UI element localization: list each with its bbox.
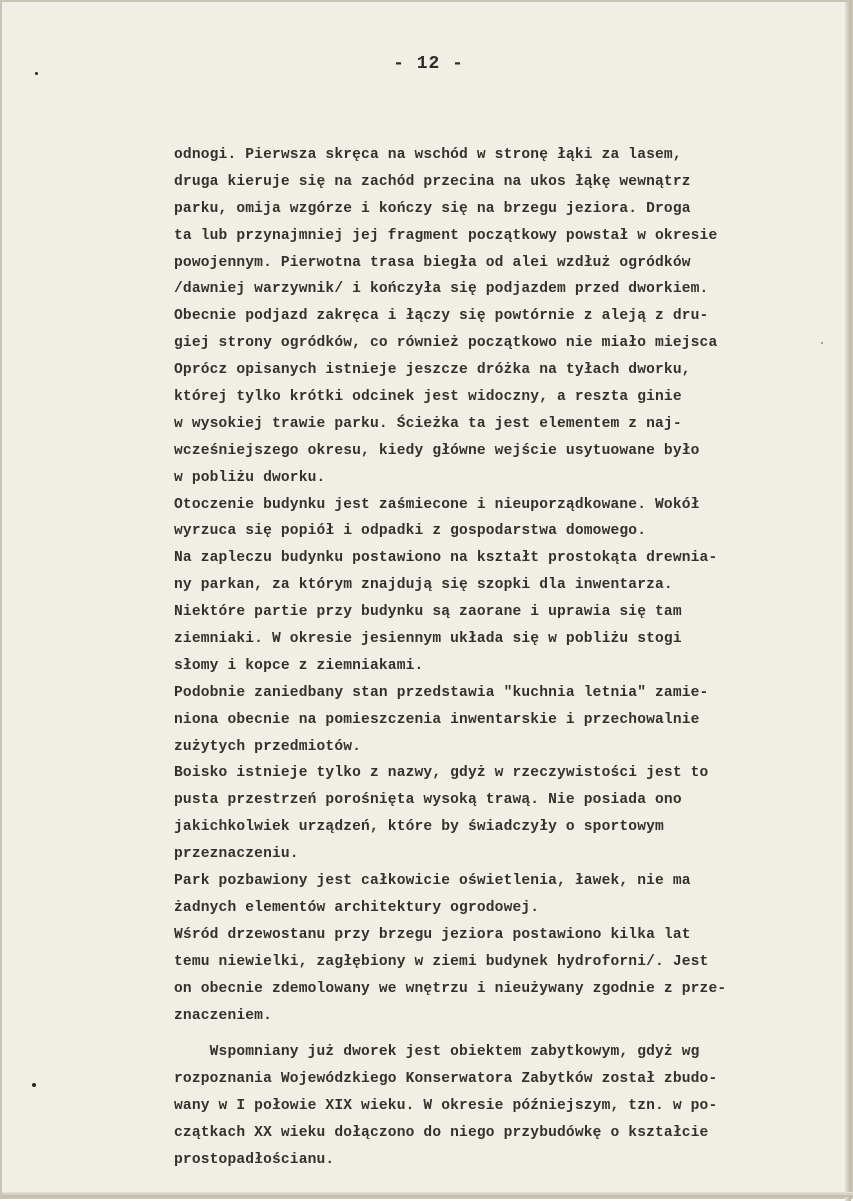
text-line: jakichkolwiek urządzeń, które by świadczyły o sportowym (174, 819, 664, 836)
text-line: Oprócz opisanych istnieje jeszcze dróżka na tyłach dworku, (174, 362, 691, 379)
text-line: prostopadłościanu. (174, 1151, 335, 1168)
text-line: rozpoznania Wojewódzkiego Konserwatora Zabytków został zbudo- (174, 1071, 718, 1088)
text-line: słomy i kopce z ziemniakami. (174, 657, 424, 674)
text-line: odnogi. Pierwsza skręca na wschód w stronę łąki za lasem, (174, 147, 682, 163)
text-line: Park pozbawiony jest całkowicie oświetlenia, ławek, nie ma (174, 873, 691, 890)
text-line: Otoczenie budynku jest zaśmiecone i nieuporządkowane. Wokół (174, 496, 700, 513)
text-line: zużytych przedmiotów. (174, 738, 362, 755)
text-line: ziemniaki. W okresie jesiennym układa się w pobliżu stogi (174, 631, 682, 648)
text-line: Boisko istnieje tylko z nazwy, gdyż w rzeczywistości jest to (174, 765, 709, 782)
page-edge-shadow-right (845, 2, 851, 1201)
text-line: Niektóre partie przy budynku są zaorane i uprawia się tam (174, 604, 682, 621)
page-edge-shadow-bottom (2, 1192, 853, 1197)
text-line: powojennym. Pierwotna trasa biegła od alei wzdłuż ogródków (174, 254, 691, 271)
text-line: ny parkan, za którym znajdują się szopki dla inwentarza. (174, 577, 673, 594)
text-line: giej strony ogródków, co również początkowo nie miało miejsca (174, 335, 718, 352)
text-line: wyrzuca się popiół i odpadki z gospodarstwa domowego. (174, 523, 647, 540)
text-line: przeznaczeniu. (174, 846, 299, 863)
text-line: niona obecnie na pomieszczenia inwentarskie i przechowalnie (174, 711, 700, 728)
page-number: - 12 - (393, 54, 464, 74)
text-line: Na zapleczu budynku postawiono na kształt prostokąta drewnia- (174, 550, 718, 567)
text-line: /dawniej warzywnik/ i kończyła się podjazdem przed dworkiem. (174, 281, 709, 298)
text-line: wcześniejszego okresu, kiedy główne wejście usytuowane było (174, 442, 700, 459)
text-line: on obecnie zdemolowany we wnętrzu i nieużywany zgodnie z prze- (174, 980, 727, 997)
text-line: czątkach XX wieku dołączono do niego przybudówkę o kształcie (174, 1125, 709, 1142)
text-line: w wysokiej trawie parku. Ścieżka ta jest elementem z naj- (174, 415, 682, 432)
text-line: temu niewielki, zagłębiony w ziemi budynek hydroforni/. Jest (174, 953, 709, 970)
text-line: pusta przestrzeń porośnięta wysoką trawą. Nie posiada ono (174, 792, 682, 809)
text-line: znaczeniem. (174, 1007, 272, 1024)
text-line: Wśród drzewostanu przy brzegu jeziora postawiono kilka lat (174, 926, 691, 943)
text-line: Wspomniany już dworek jest obiektem zabytkowym, gdyż wg (174, 1044, 700, 1061)
punch-mark-bottom (32, 1083, 36, 1087)
typewritten-text (174, 142, 834, 1174)
text-line: parku, omija wzgórze i kończy się na brzegu jeziora. Droga (174, 200, 691, 217)
text-line: druga kieruje się na zachód przecina na ukos łąkę wewnątrz (174, 173, 691, 190)
text-line: Obecnie podjazd zakręca i łączy się powtórnie z aleją z dru- (174, 308, 709, 325)
text-line: ta lub przynajmniej jej fragment początkowy powstał w okresie (174, 227, 718, 244)
text-line: wany w I połowie XIX wieku. W okresie późniejszym, tzn. w po- (174, 1098, 718, 1115)
text-line: w pobliżu dworku. (174, 469, 326, 486)
paragraph-gap (174, 1029, 834, 1039)
text-line: Podobnie zaniedbany stan przedstawia "kuchnia letnia" zamie- (174, 684, 709, 701)
text-line: której tylko krótki odcinek jest widoczny, a reszta ginie (174, 389, 682, 406)
text-line: żadnych elementów architektury ogrodowej. (174, 899, 540, 916)
